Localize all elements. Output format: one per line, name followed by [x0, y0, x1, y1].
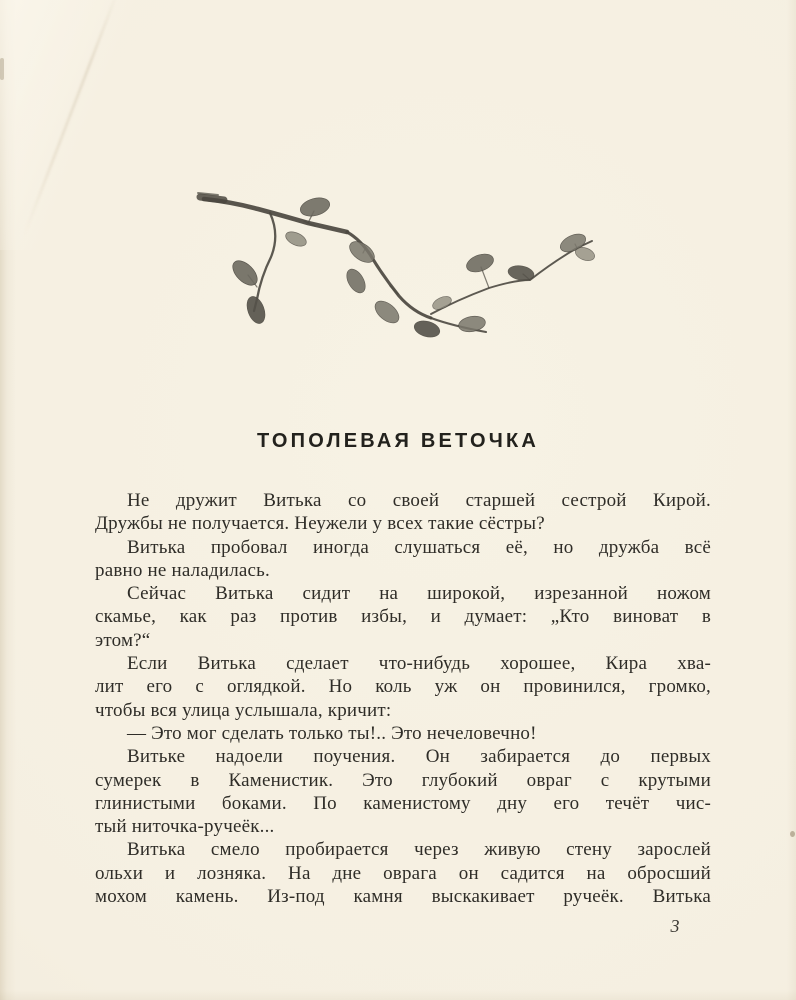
text-line: ольхи и лозняка. На дне оврага он садится на обросший	[95, 862, 711, 884]
body-text	[95, 489, 711, 908]
text-line: Не дружит Витька со своей старшей сестрой Кирой.	[127, 490, 711, 511]
text-line: глинистыми боками. По каменистому дну его течёт чис-	[95, 792, 711, 814]
text-line: Витьке надоели поучения. Он забирается до первых	[127, 746, 711, 768]
text-line: Витька пробовал иногда слушаться её, но дружба всё	[127, 536, 711, 558]
paper-speck	[0, 58, 4, 80]
text-line: Дружбы не получается. Неужели у всех такие сёстры?	[95, 513, 545, 535]
poplar-twig-illustration	[184, 177, 598, 351]
text-line: мохом камень. Из-под камня выскакивает ручеёк. Витька	[95, 886, 711, 908]
text-line: тый ниточка-ручеёк...	[95, 816, 275, 838]
text-line: Сейчас Витька сидит на широкой, изрезанной ножом	[127, 583, 711, 605]
paper-speck	[790, 831, 795, 837]
text-line: Витька смело пробирается через живую стену зарослей	[127, 839, 711, 861]
paper-corner-highlight	[0, 0, 150, 250]
text-line: этом?“	[95, 629, 151, 651]
text-line: скамье, как раз против избы, и думает: „Кто виноват в	[95, 606, 711, 628]
text-line: равно не наладилась.	[95, 559, 270, 581]
page-number: 3	[670, 916, 680, 936]
text-line: — Это мог сделать только ты!.. Это нечеловечно!	[127, 722, 537, 744]
text-line: чтобы вся улица услышала, кричит:	[95, 699, 392, 721]
chapter-title: ТОПОЛЕВАЯ ВЕТОЧКА	[256, 430, 540, 452]
text-line: сумерек в Каменистик. Это глубокий овраг с крутыми	[95, 769, 711, 791]
text-line: Если Витька сделает что-нибудь хорошее, Кира хва-	[127, 653, 711, 675]
text-line: лит его с оглядкой. Но коль уж он провинился, громко,	[95, 676, 711, 698]
paper-crease	[23, 0, 120, 236]
